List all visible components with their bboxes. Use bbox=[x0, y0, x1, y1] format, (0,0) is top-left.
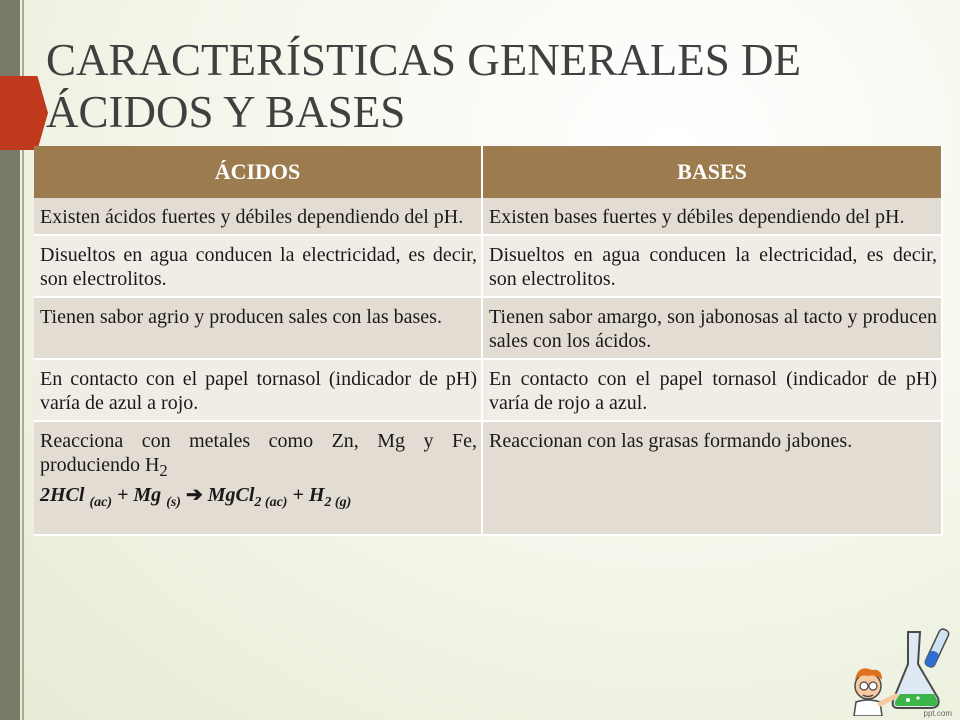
table-row bbox=[34, 421, 942, 535]
eq-mgcl: MgCl bbox=[207, 484, 255, 506]
eq-mg-state: (s) bbox=[166, 495, 181, 510]
table-row bbox=[34, 297, 942, 359]
table-cell-acid: Existen ácidos fuertes y débiles dependiendo del pH. bbox=[34, 198, 482, 235]
table-cell-base: En contacto con el papel tornasol (indicador de pH) varía de rojo a azul. bbox=[482, 359, 942, 421]
header-bases: BASES bbox=[482, 146, 942, 198]
table-header-row bbox=[34, 146, 942, 198]
table-row bbox=[34, 359, 942, 421]
title-accent-tab bbox=[0, 76, 48, 150]
flask-icon bbox=[893, 632, 939, 708]
table-cell-acid: Tienen sabor agrio y producen sales con las bases. bbox=[34, 297, 482, 359]
clipart-watermark: ppt.com bbox=[923, 709, 952, 718]
acid-metal-reaction-text: Reacciona con metales como Zn, Mg y Fe, produciendo H bbox=[40, 430, 477, 476]
slide-title-line1: CARACTERÍSTICAS GENERALES DE bbox=[46, 35, 802, 85]
table-cell-base: Tienen sabor amargo, son jabonosas al tacto y producen sales con los ácidos. bbox=[482, 297, 942, 359]
eq-hcl-state: (ac) bbox=[89, 495, 112, 510]
chemist-illustration-icon bbox=[846, 624, 956, 716]
eq-plus-h: + H bbox=[287, 484, 325, 506]
test-tube-icon bbox=[924, 628, 950, 668]
table-cell-acid: En contacto con el papel tornasol (indicador de pH) varía de azul a rojo. bbox=[34, 359, 482, 421]
arrow-right-icon: ➔ bbox=[180, 484, 208, 506]
table-cell-acid bbox=[34, 421, 482, 535]
slide-title bbox=[46, 34, 928, 138]
scientist-icon bbox=[854, 668, 896, 716]
table-row bbox=[34, 235, 942, 297]
eq-mgcl-sub: 2 bbox=[254, 495, 262, 510]
header-acidos: ÁCIDOS bbox=[34, 146, 482, 198]
eq-hcl: 2HCl bbox=[40, 484, 90, 506]
slide-title-line2: ÁCIDOS Y BASES bbox=[46, 87, 406, 137]
eq-plus-mg: + Mg bbox=[112, 484, 167, 506]
table-cell-base: Disueltos en agua conducen la electricidad, es decir, son electrolitos. bbox=[482, 235, 942, 297]
table-cell-acid: Disueltos en agua conducen la electricidad, es decir, son electrolitos. bbox=[34, 235, 482, 297]
table-cell-base: Existen bases fuertes y débiles dependiendo del pH. bbox=[482, 198, 942, 235]
reaction-equation bbox=[40, 483, 477, 515]
table-cell-base: Reaccionan con las grasas formando jabones. bbox=[482, 421, 942, 535]
table-row bbox=[34, 198, 942, 235]
eq-h-state: (g) bbox=[331, 495, 352, 510]
eq-mgcl-state: (ac) bbox=[261, 495, 288, 510]
comparison-table bbox=[34, 146, 943, 536]
h2-subscript: 2 bbox=[159, 461, 168, 480]
eq-h-sub: 2 bbox=[324, 495, 332, 510]
